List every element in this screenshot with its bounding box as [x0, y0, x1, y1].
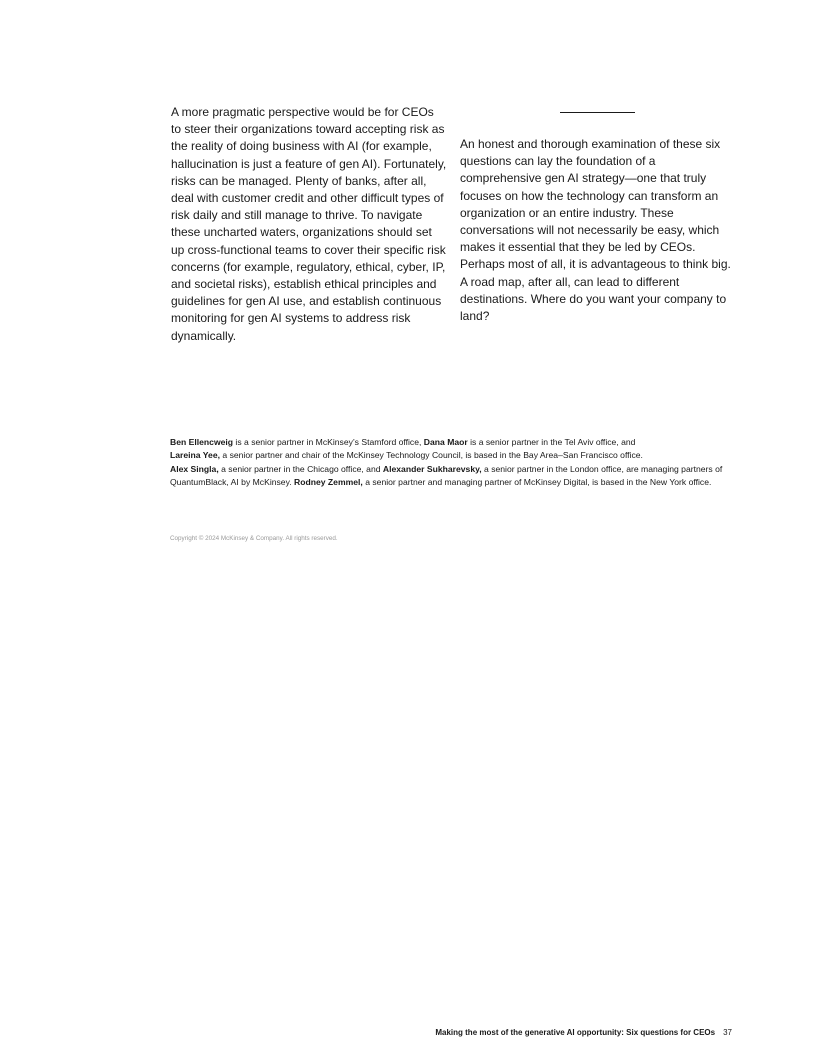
right-column: [460, 136, 738, 325]
right-paragraph: An honest and thorough examination of these six questions can lay the foundation of a comprehensive gen AI strategy—one that truly focuses on how the technology can transform an organization or an entire industry. These conversations will not necessarily be easy, which makes it essential that they be led by CEOs. Perhaps most of all, it is advantageous to think big. A road map, after all, can lead to different destinations. Where do you want your company to land?: [460, 137, 731, 324]
author-description: a senior partner and managing partner of McKinsey Digital, is based in the New York office.: [362, 476, 712, 487]
left-paragraph: A more pragmatic perspective would be for CEOs to steer their organizations toward accepting risk as the reality of doing business with AI (for example, hallucination is just a feature of gen AI). Fortunately, risks can be managed. Plenty of banks, after all, deal with customer credit and other difficult types of risk daily and still manage to thrive. To navigate these uncharted waters, organizations should set up cross-functional teams to cover their specific risk concerns (for example, regulatory, ethical, cyber, IP, and societal risks), establish ethical principles and guidelines for gen AI use, and establish continuous monitoring for gen AI systems to address risk dynamically.: [171, 105, 447, 343]
author-description: is a senior partner in McKinsey’s Stamford office,: [233, 437, 424, 447]
author-bios: [170, 436, 730, 489]
author-name: Alex Singla,: [170, 463, 219, 474]
author-description: is a senior partner in the Tel Aviv office, and: [467, 437, 636, 447]
left-column: [171, 104, 447, 345]
footer-title: Making the most of the generative AI opportunity: Six questions for CEOs: [435, 1028, 716, 1037]
page-number: 37: [723, 1028, 732, 1037]
author-name: Alexander Sukharevsky,: [382, 463, 482, 474]
author-name: Dana Maor: [423, 437, 468, 447]
page-footer: [435, 1028, 732, 1037]
copyright-notice: Copyright © 2024 McKinsey & Company. All rights reserved.: [170, 535, 338, 542]
author-description: a senior partner in the London office, are managing partners of QuantumBlack, AI by McKinsey.: [170, 463, 723, 487]
author-name: Lareina Yee,: [170, 450, 221, 461]
author-name: Rodney Zemmel,: [294, 476, 363, 487]
author-description: a senior partner and chair of the McKinsey Technology Council, is based in the Bay Area–San Francisco office.: [220, 450, 643, 461]
author-description: a senior partner in the Chicago office, and: [218, 463, 383, 474]
author-name: Ben Ellencweig: [170, 437, 234, 447]
section-divider: [560, 112, 635, 113]
